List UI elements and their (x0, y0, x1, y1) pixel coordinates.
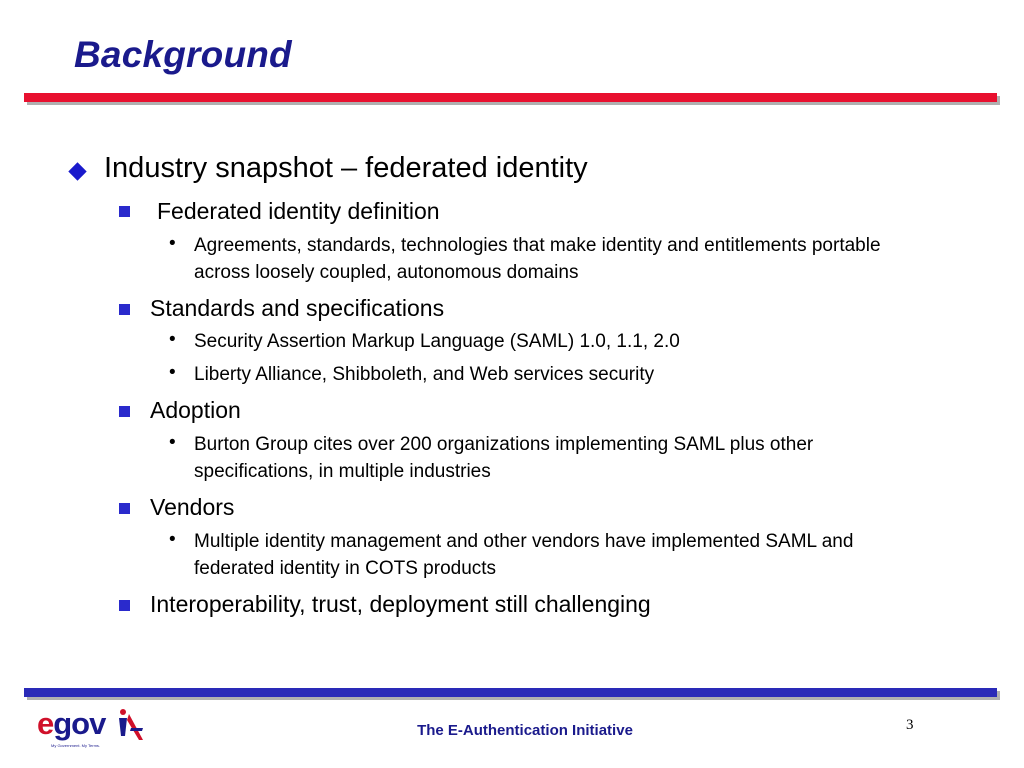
dot-bullet: • (169, 432, 176, 453)
top-divider (24, 93, 997, 102)
diamond-bullet-icon (68, 162, 86, 180)
footer-title: The E-Authentication Initiative (417, 722, 633, 739)
dot-bullet: • (169, 329, 176, 350)
bullet-standards: Standards and specifications (150, 295, 445, 321)
square-bullet-icon (119, 206, 130, 217)
dot-bullet: • (169, 362, 176, 383)
logo-wordmark: egov (37, 706, 106, 741)
dot-bullet: • (169, 529, 176, 550)
slide-title: Background (74, 34, 292, 75)
square-bullet-icon (119, 503, 130, 514)
bullet-vendors-detail: Multiple identity management and other vendors have implemented SAML and federated identity in COTS products (194, 531, 854, 579)
square-bullet-icon (119, 406, 130, 417)
bullet-vendors: Vendors (150, 494, 235, 520)
square-bullet-icon (119, 304, 130, 315)
bullet-federated-definition: Federated identity definition (157, 198, 440, 224)
square-bullet-icon (119, 600, 130, 611)
bottom-divider (24, 688, 997, 697)
bullet-burton: Burton Group cites over 200 organizations implementing SAML plus other specifications, in multiple industries (194, 434, 814, 482)
bullet-saml: Security Assertion Markup Language (SAML) 1.0, 1.1, 2.0 (194, 331, 680, 352)
bullet-adoption: Adoption (150, 397, 241, 423)
dot-bullet: • (169, 233, 176, 254)
bullet-liberty: Liberty Alliance, Shibboleth, and Web services security (194, 364, 655, 385)
bullet-definition-detail: Agreements, standards, technologies that make identity and entitlements portable across loosely coupled, autonomous domains (194, 235, 881, 283)
bullet-main: Industry snapshot – federated identity (104, 152, 588, 184)
bullet-interoperability: Interoperability, trust, deployment still challenging (150, 591, 651, 617)
logo-tagline: My Government. My Terms. (51, 743, 101, 748)
page-number: 3 (906, 717, 914, 733)
